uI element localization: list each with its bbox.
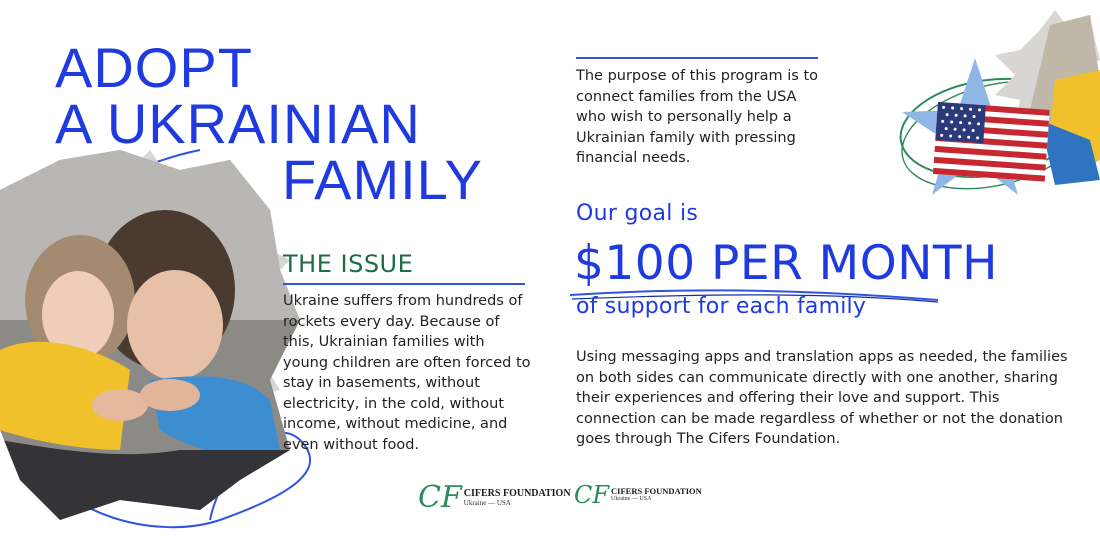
cifers-logo-sub: Ukraine — USA bbox=[611, 496, 652, 502]
issue-divider bbox=[283, 283, 525, 285]
cifers-logo-name: CIFERS FOUNDATION bbox=[611, 486, 702, 496]
issue-heading: THE ISSUE bbox=[283, 250, 414, 278]
purpose-body: The purpose of this program is to connect families from the USA who wish to personally help a Ukrainian family with pressing financial needs. bbox=[576, 68, 818, 166]
children-photo bbox=[0, 150, 300, 520]
cifers-logo-sub: Ukraine — USA bbox=[463, 499, 511, 507]
cifers-logo-name: CIFERS FOUNDATION bbox=[463, 488, 571, 499]
goal-amount: $100 PER MONTH bbox=[574, 236, 998, 291]
goal-intro: Our goal is bbox=[576, 201, 699, 226]
cifers-logo-left bbox=[418, 478, 571, 518]
title-line-1: ADOPT bbox=[55, 36, 253, 99]
goal-support: of support for each family bbox=[576, 294, 867, 319]
cifers-logo-mark: CF bbox=[574, 481, 610, 509]
cifers-logo-right bbox=[574, 478, 702, 512]
title-line-3: FAMILY bbox=[282, 148, 484, 211]
issue-body: Ukraine suffers from hundreds of rockets every day. Because of this, Ukrainian families with young children are often forced to stay in basements, without electricity, in the cold, without income, without medicine, and even without food. bbox=[283, 293, 531, 453]
title-line-2: A UKRAINIAN bbox=[55, 92, 421, 155]
cifers-logo-mark: CF bbox=[418, 480, 462, 515]
purpose-divider bbox=[576, 57, 818, 59]
flag-star-photo bbox=[890, 10, 1100, 220]
details-body: Using messaging apps and translation apps as needed, the families on both sides can communicate directly with one another, sharing their experiences and offering their love and support. This connection can be made regardless of whether or not the donation goes through The Cifers Foundation. bbox=[576, 349, 1068, 447]
